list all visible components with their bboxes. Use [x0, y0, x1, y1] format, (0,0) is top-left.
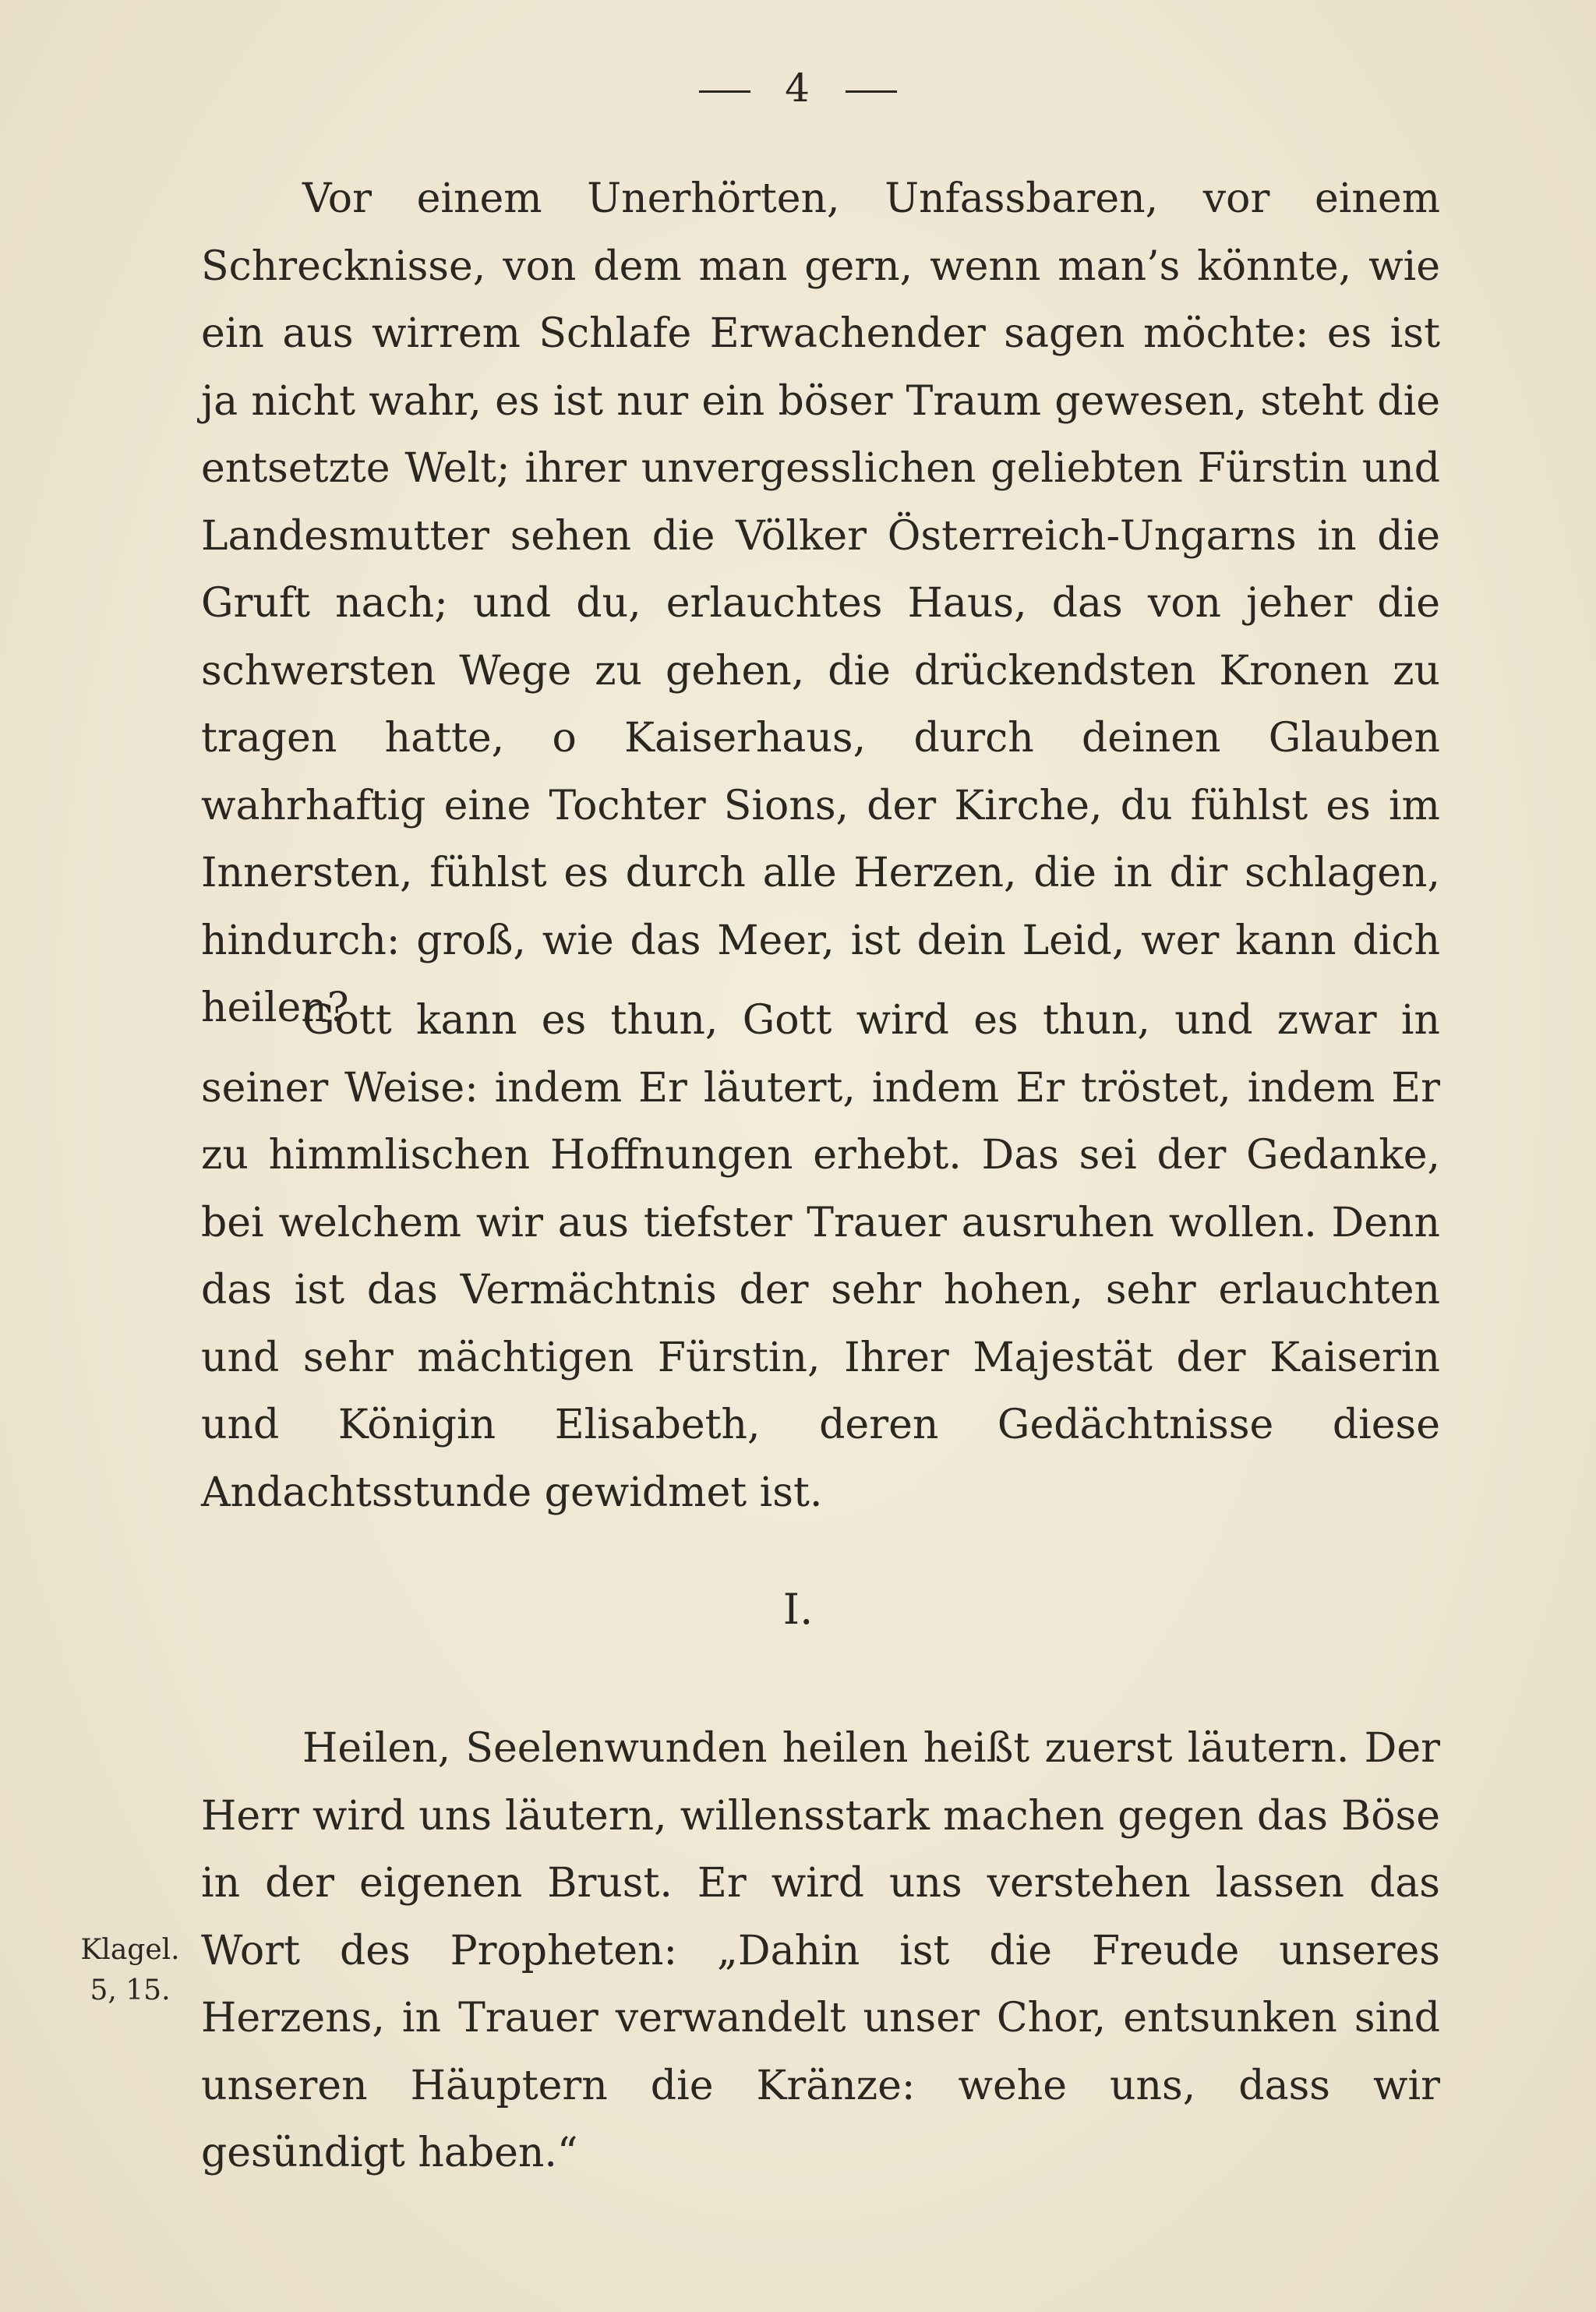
header-dash-left: [699, 90, 750, 93]
paragraph-3: Heilen, Seelenwunden heilen heißt zuerst läutern. Der Herr wird uns läutern, willensstark machen gegen das Böse in der eigenen Brust. Er wird uns verstehen lassen das Wort des Propheten: „Dahin ist die Freude unseres Herzens, in Trauer verwandelt unser Chor, entsunken sind unseren Häuptern die Kränze: wehe uns, dass wir gesündigt haben.“: [201, 1725, 1440, 2176]
margin-note-line-2: 5, 15.: [90, 1974, 171, 2006]
header-dash-right: [846, 90, 897, 93]
page-number: 4: [785, 65, 811, 111]
paragraph-2: Gott kann es thun, Gott wird es thun, und zwar in seiner Weise: indem Er läutert, indem Er tröstet, indem Er zu himmlischen Hoffnungen erhebt. Das sei der Gedanke, bei welchem wir aus tiefster Trauer ausruhen wollen. Denn das ist das Vermächtnis der sehr hohen, sehr erlauchten und sehr mächtigen Fürstin, Ihrer Majestät der Kaiserin und Königin Elisabeth, deren Gedächtnisse diese Andachtsstunde gewidmet ist.: [201, 997, 1440, 1516]
paragraph-1: Vor einem Unerhörten, Unfassbaren, vor einem Schrecknisse, von dem man gern, wenn man’s könnte, wie ein aus wirrem Schlafe Erwachender sagen möchte: es ist ja nicht wahr, es ist nur ein böser Traum gewesen, steht die entsetzte Welt; ihrer unvergesslichen geliebten Fürstin und Landesmutter sehen die Völker Österreich-Ungarns in die Gruft nach; und du, erlauchtes Haus, das von jeher die schwersten Wege zu gehen, die drückendsten Kronen zu tragen hatte, o Kaiserhaus, durch deinen Glauben wahrhaftig eine Tochter Sions, der Kirche, du fühlst es im Innersten, fühlst es durch alle Herzen, die in dir schlagen, hindurch: groß, wie das Meer, ist dein Leid, wer kann dich heilen?: [201, 175, 1440, 1031]
page-header: [0, 61, 1596, 115]
margin-note-reference: [72, 1930, 189, 2011]
margin-note-line-1: Klagel.: [80, 1934, 180, 1966]
section-heading: I.: [782, 1585, 814, 1634]
